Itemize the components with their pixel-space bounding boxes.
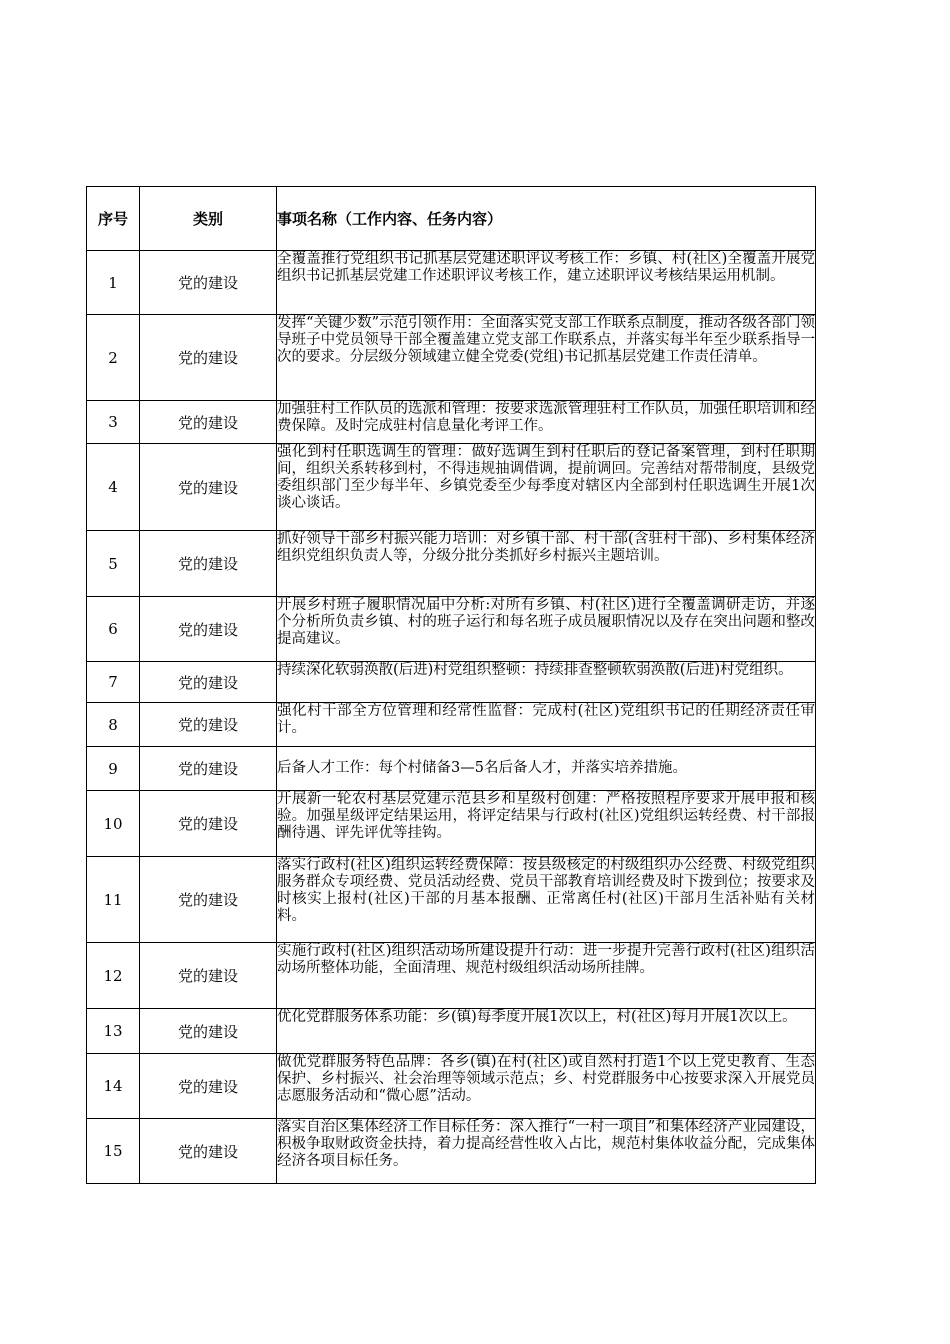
row-category: 党的建设 <box>140 747 277 791</box>
row-category: 党的建设 <box>140 662 277 703</box>
header-num: 序号 <box>87 187 140 251</box>
row-number: 6 <box>87 597 140 662</box>
row-content: 开展新一轮农村基层党建示范县乡和星级村创建：严格按照程序要求开展申报和核验。加强星级评定结果运用，将评定结果与行政村(社区)党组织运转经费、村干部报酬待遇、评先评优等挂钩。 <box>277 791 816 857</box>
row-category: 党的建设 <box>140 251 277 315</box>
row-category: 党的建设 <box>140 315 277 401</box>
row-number: 13 <box>87 1009 140 1054</box>
row-content: 强化村干部全方位管理和经常性监督：完成村(社区)党组织书记的任期经济责任审计。 <box>277 703 816 747</box>
table-row <box>87 791 816 857</box>
header-category: 类别 <box>140 187 277 251</box>
row-content: 做优党群服务特色品牌：各乡(镇)在村(社区)或自然村打造1个以上党史教育、生态保护、乡村振兴、社会治理等领域示范点；乡、村党群服务中心按要求深入开展党员志愿服务活动和“微心愿”活动。 <box>277 1054 816 1119</box>
table-row <box>87 444 816 531</box>
row-number: 4 <box>87 444 140 531</box>
table-row <box>87 1119 816 1184</box>
row-category: 党的建设 <box>140 401 277 444</box>
table-row <box>87 1054 816 1119</box>
table-row <box>87 747 816 791</box>
row-number: 12 <box>87 943 140 1009</box>
task-table <box>86 186 816 1184</box>
row-category: 党的建设 <box>140 597 277 662</box>
row-content: 加强驻村工作队员的选派和管理：按要求选派管理驻村工作队员，加强任职培训和经费保障。及时完成驻村信息量化考评工作。 <box>277 401 816 444</box>
row-category: 党的建设 <box>140 857 277 943</box>
row-category: 党的建设 <box>140 531 277 597</box>
row-content: 强化到村任职选调生的管理：做好选调生到村任职后的登记备案管理，到村任职期间，组织关系转移到村，不得违规抽调借调，提前调回。完善结对帮带制度，县级党委组织部门至少每半年、乡镇党委至少每季度对辖区内全部到村任职选调生开展1次谈心谈话。 <box>277 444 816 531</box>
row-number: 11 <box>87 857 140 943</box>
table-row <box>87 943 816 1009</box>
row-category: 党的建设 <box>140 1054 277 1119</box>
row-number: 7 <box>87 662 140 703</box>
row-number: 14 <box>87 1054 140 1119</box>
header-content: 事项名称（工作内容、任务内容） <box>277 187 816 251</box>
row-content: 落实自治区集体经济工作目标任务：深入推行“一村一项目”和集体经济产业园建设，积极争取财政资金扶持，着力提高经营性收入占比，规范村集体收益分配，完成集体经济各项目标任务。 <box>277 1119 816 1184</box>
table-row <box>87 531 816 597</box>
row-number: 5 <box>87 531 140 597</box>
row-category: 党的建设 <box>140 1009 277 1054</box>
table-row <box>87 251 816 315</box>
row-number: 2 <box>87 315 140 401</box>
table-row <box>87 857 816 943</box>
row-content: 实施行政村(社区)组织活动场所建设提升行动：进一步提升完善行政村(社区)组织活动场所整体功能，全面清理、规范村级组织活动场所挂牌。 <box>277 943 816 1009</box>
row-content: 优化党群服务体系功能：乡(镇)每季度开展1次以上，村(社区)每月开展1次以上。 <box>277 1009 816 1054</box>
row-content: 抓好领导干部乡村振兴能力培训：对乡镇干部、村干部(含驻村干部)、乡村集体经济组织党组织负责人等，分级分批分类抓好乡村振兴主题培训。 <box>277 531 816 597</box>
row-category: 党的建设 <box>140 943 277 1009</box>
row-number: 1 <box>87 251 140 315</box>
row-number: 3 <box>87 401 140 444</box>
row-category: 党的建设 <box>140 703 277 747</box>
table-row <box>87 662 816 703</box>
row-content: 全覆盖推行党组织书记抓基层党建述职评议考核工作：乡镇、村(社区)全覆盖开展党组织书记抓基层党建工作述职评议考核工作，建立述职评议考核结果运用机制。 <box>277 251 816 315</box>
table-row <box>87 703 816 747</box>
table-row <box>87 597 816 662</box>
row-content: 后备人才工作：每个村储备3—5名后备人才，并落实培养措施。 <box>277 747 816 791</box>
row-number: 10 <box>87 791 140 857</box>
row-content: 发挥“关键少数”示范引领作用：全面落实党支部工作联系点制度，推动各级各部门领导班子中党员领导干部全覆盖建立党支部工作联系点，并落实每半年至少联系指导一次的要求。分层级分领域建立健全党委(党组)书记抓基层党建工作责任清单。 <box>277 315 816 401</box>
row-category: 党的建设 <box>140 444 277 531</box>
table-header-row <box>87 187 816 251</box>
row-category: 党的建设 <box>140 1119 277 1184</box>
row-content: 落实行政村(社区)组织运转经费保障：按县级核定的村级组织办公经费、村级党组织服务群众专项经费、党员活动经费、党员干部教育培训经费及时下拨到位；按要求及时核实上报村(社区)干部的月基本报酬、正常离任村(社区)干部月生活补贴有关材料。 <box>277 857 816 943</box>
table-row <box>87 1009 816 1054</box>
row-content: 开展乡村班子履职情况届中分析:对所有乡镇、村(社区)进行全覆盖调研走访，并逐个分析所负责乡镇、村的班子运行和每名班子成员履职情况以及存在突出问题和整改提高建议。 <box>277 597 816 662</box>
row-number: 9 <box>87 747 140 791</box>
table-row <box>87 315 816 401</box>
row-number: 8 <box>87 703 140 747</box>
row-content: 持续深化软弱涣散(后进)村党组织整顿：持续排查整顿软弱涣散(后进)村党组织。 <box>277 662 816 703</box>
table-row <box>87 401 816 444</box>
row-number: 15 <box>87 1119 140 1184</box>
row-category: 党的建设 <box>140 791 277 857</box>
